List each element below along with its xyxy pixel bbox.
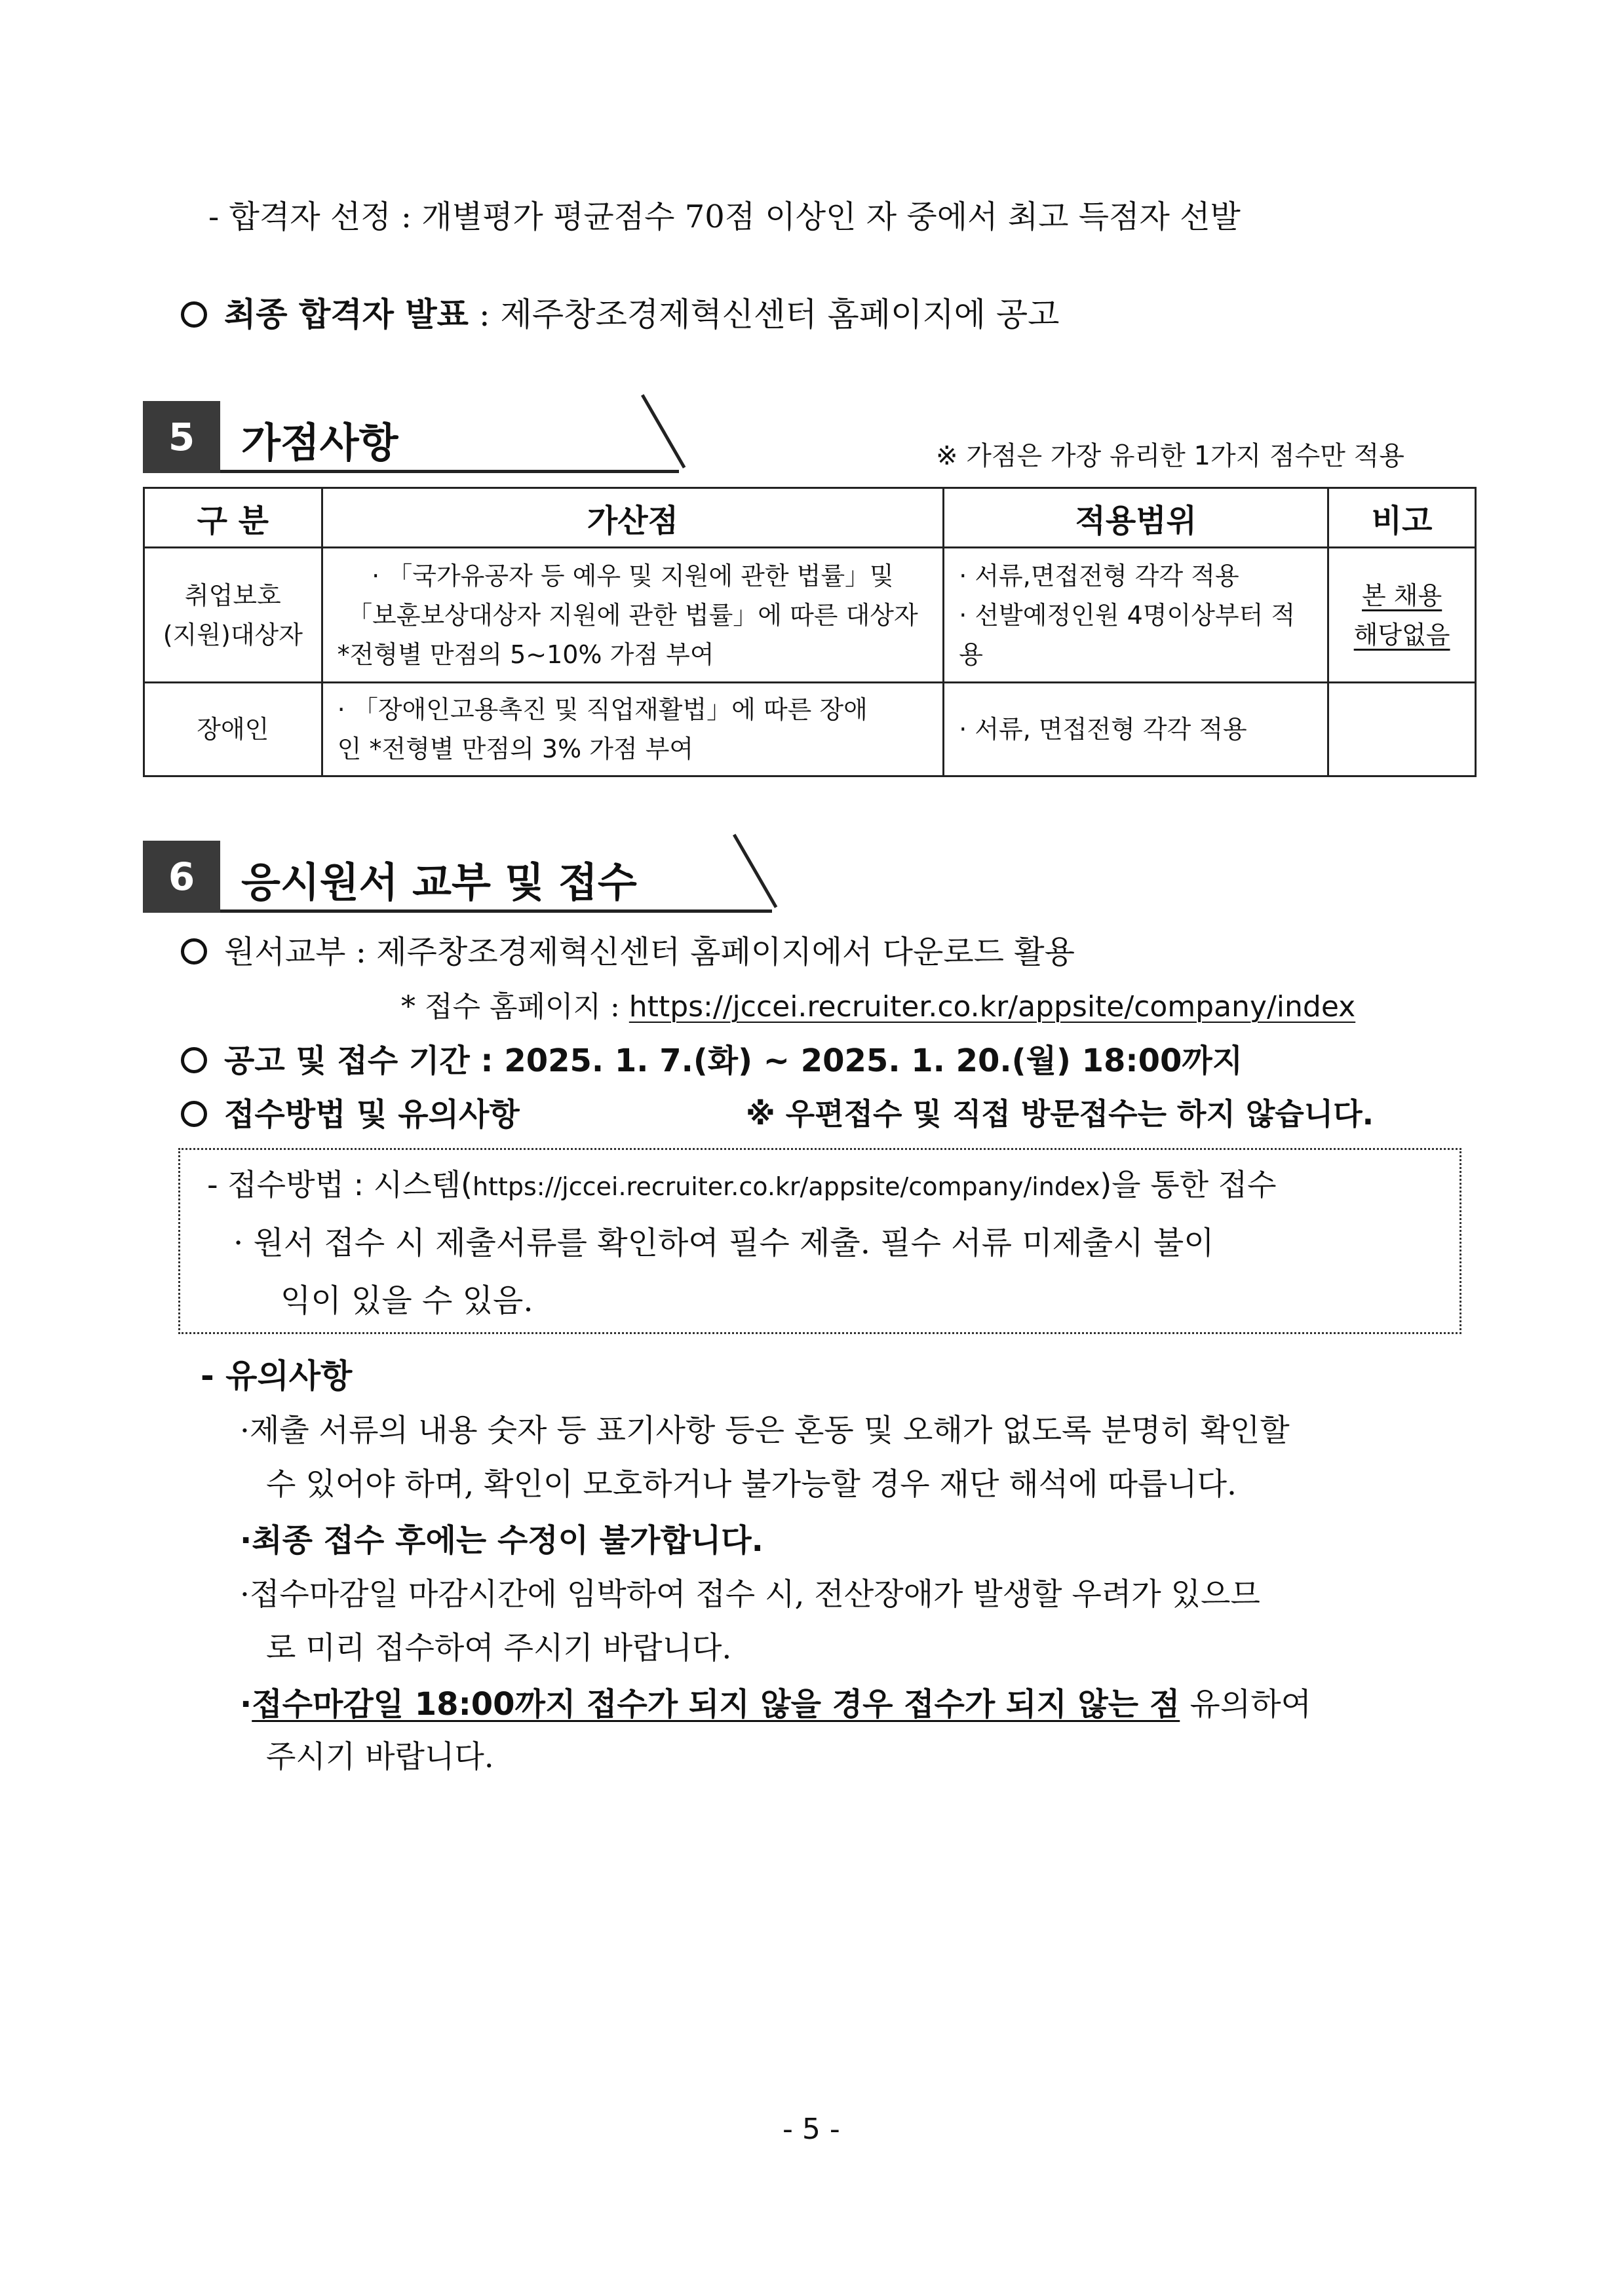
box-method-prefix: - 접수방법 : 시스템(	[207, 1167, 473, 1202]
caution-3-line-2: 로 미리 접수하여 주시기 바랍니다.	[266, 1630, 732, 1666]
final-announcement-text: : 제주창조경제혁신센터 홈페이지에 공고	[468, 296, 1060, 334]
box-note-line-1: · 원서 접수 시 제출서류를 확인하여 필수 제출. 필수 서류 미제출시 불이	[233, 1225, 1214, 1261]
note-cell	[1328, 683, 1476, 776]
circle-bullet-icon	[181, 1101, 207, 1127]
homepage-link[interactable]: https://jccei.recruiter.co.kr/appsite/company/index	[628, 990, 1356, 1024]
page-number: - 5 -	[783, 2113, 840, 2146]
section-6-title: 응시원서 교부 및 접수	[241, 858, 637, 906]
points-text: *전형별 만점의 5~10% 가점 부여	[337, 640, 714, 669]
note-cell	[1328, 548, 1476, 683]
caution-3-line-1: ·접수마감일 마감시간에 임박하여 접수 시, 전산장애가 발생할 우려가 있으므	[240, 1577, 1260, 1613]
note-text: 해당없음	[1353, 620, 1450, 649]
section-5-title: 가점사항	[241, 419, 398, 467]
header-scope: 적용범위	[944, 488, 1328, 548]
points-text: · 「국가유공자 등 예우 및 지원에 관한 법률」및	[372, 561, 894, 590]
category-text: 취업보호	[184, 581, 281, 610]
table-header-row	[144, 488, 1476, 548]
homepage-label: * 접수 홈페이지 :	[401, 990, 629, 1024]
header-category: 구 분	[144, 488, 322, 548]
note-text: 본 채용	[1362, 581, 1442, 610]
section-6-underline	[220, 909, 772, 913]
caution-4-line-2: 주시기 바랍니다.	[266, 1739, 494, 1775]
caution-1-line-2: 수 있어야 하며, 확인이 모호하거나 불가능할 경우 재단 해석에 따릅니다.	[266, 1466, 1237, 1502]
points-text: 인 *전형별 만점의 3% 가점 부여	[337, 735, 694, 763]
table-row	[144, 683, 1476, 776]
points-cell	[322, 683, 944, 776]
section-5-number: 5	[143, 401, 220, 473]
bonus-note: ※ 가점은 가장 유리한 1가지 점수만 적용	[936, 441, 1404, 471]
category-text: (지원)대상자	[163, 620, 303, 649]
section-5-header	[143, 401, 680, 473]
category-cell	[144, 548, 322, 683]
period-line	[181, 1035, 1243, 1081]
box-method-suffix: )을 통한 접수	[1100, 1167, 1277, 1202]
method-label: 접수방법 및 유의사항	[224, 1096, 520, 1133]
scope-text: · 서류,면접전형 각각 적용	[959, 561, 1239, 590]
scope-cell: · 서류, 면접전형 각각 적용	[944, 683, 1328, 776]
section-5-underline	[220, 470, 679, 473]
header-note: 비고	[1328, 488, 1476, 548]
circle-bullet-icon	[181, 1047, 207, 1073]
section-6-slash	[733, 834, 777, 908]
circle-bullet-icon	[181, 938, 207, 965]
caution-4-line-1	[240, 1679, 1311, 1724]
category-cell: 장애인	[144, 683, 322, 776]
homepage-line	[401, 983, 1355, 1025]
selection-criteria-line: - 합격자 선정 : 개별평가 평균점수 70점 이상인 자 중에서 최고 득점자 선발	[208, 199, 1241, 235]
download-text: : 제주창조경제혁신센터 홈페이지에서 다운로드 활용	[345, 934, 1075, 970]
section-5-slash	[641, 394, 686, 469]
cautions-title: - 유의사항	[201, 1357, 353, 1395]
caution-2: ·최종 접수 후에는 수정이 불가합니다.	[240, 1522, 764, 1559]
circle-bullet-icon	[181, 301, 207, 328]
box-method-url: https://jccei.recruiter.co.kr/appsite/company/index	[472, 1172, 1100, 1201]
caution-4-bullet: ·	[240, 1686, 252, 1723]
period-text: 공고 및 접수 기간 : 2025. 1. 7.(화) ~ 2025. 1. 20.(월) 18:00까지	[224, 1043, 1243, 1079]
scope-cell	[944, 548, 1328, 683]
table-row	[144, 548, 1476, 683]
caution-4-emphasis: 접수마감일 18:00까지 접수가 되지 않을 경우 접수가 되지 않는 점	[252, 1686, 1180, 1723]
download-line	[181, 927, 1075, 972]
points-cell	[322, 548, 944, 683]
download-label: 원서교부	[224, 934, 346, 970]
box-method-line	[207, 1161, 1277, 1204]
method-line	[181, 1089, 520, 1134]
bonus-points-table	[143, 487, 1477, 777]
caution-4-rest: 유의하여	[1180, 1686, 1311, 1723]
caution-1-line-1: ·제출 서류의 내용 숫자 등 표기사항 등은 혼동 및 오해가 없도록 분명히 확인할	[240, 1413, 1290, 1449]
scope-text: · 선발예정인원 4명이상부터 적용	[959, 600, 1296, 669]
box-note-line-2: 익이 있을 수 있음.	[280, 1282, 533, 1319]
section-6-header	[143, 841, 772, 913]
method-note: ※ 우편접수 및 직접 방문접수는 하지 않습니다.	[746, 1096, 1374, 1132]
points-text: 「보훈보상대상자 지원에 관한 법률」에 따른 대상자	[347, 600, 918, 630]
final-announcement-line	[181, 288, 1059, 335]
final-announcement-label: 최종 합격자 발표	[224, 296, 469, 334]
header-points: 가산점	[322, 488, 944, 548]
points-text: · 「장애인고용촉진 및 직업재활법」에 따른 장애	[337, 695, 868, 724]
section-6-number: 6	[143, 841, 220, 913]
